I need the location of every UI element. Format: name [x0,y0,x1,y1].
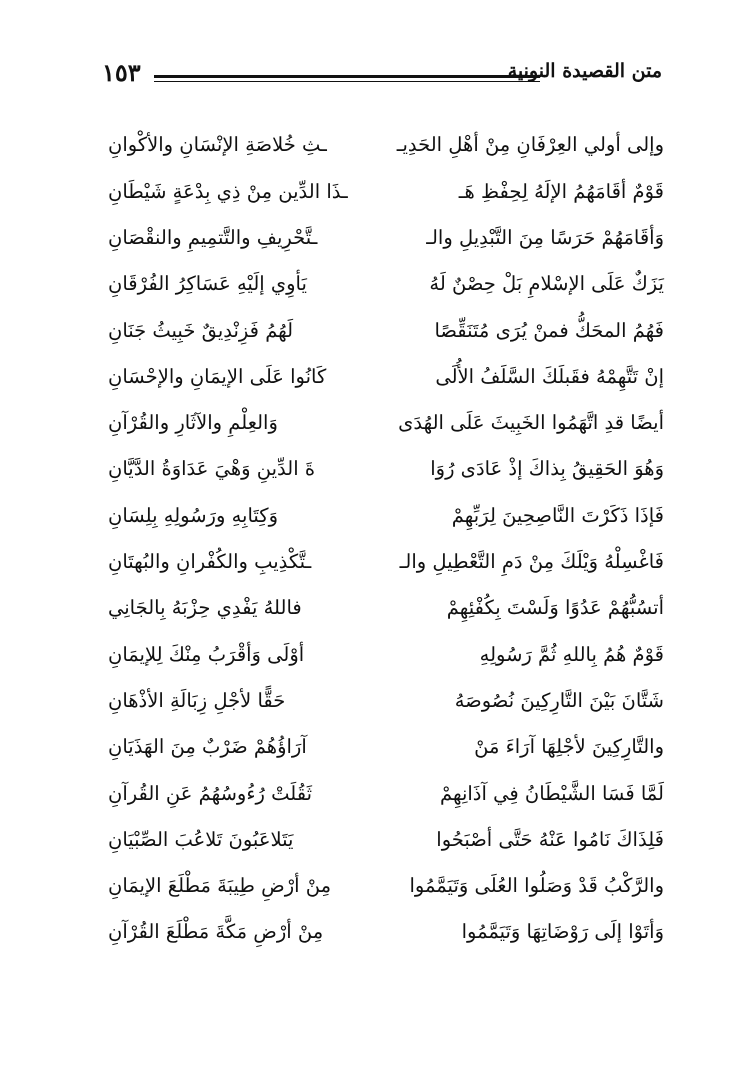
page-header [102,58,662,100]
verse-first-hemistich: قَوْمٌ هُمُ بِاللهِ ثُمَّ رَسُولِهِ [479,642,664,666]
verse-line [108,122,664,168]
verse-first-hemistich: أتسُبُّهُمْ عَدُوًا وَلَسْتَ بِكُفْئِهِمْ [446,596,664,620]
verse-line [108,724,664,770]
verse-line [108,446,664,492]
verse-first-hemistich: شَتَّانَ بَيْنَ التَّارِكِينَ نُصُوصَهُ [454,688,664,712]
verse-line [108,770,664,816]
verse-second-hemistich: آرَاؤُهُمْ ضَرْبٌ مِنَ الهَذَيَانِ [108,735,307,759]
verse-first-hemistich: والرَّكْبُ قَدْ وَصَلُوا العُلَى وَتَيَمَّمُوا [409,874,664,898]
verse-second-hemistich: فاللهُ يَفْدِي حِزْبَهُ بِالجَانِي [108,596,302,620]
verse-second-hemistich: أوْلَى وَأقْرَبُ مِنْكَ لِلإيمَانِ [108,642,305,666]
verse-first-hemistich: قَوْمٌ أقَامَهُمُ الإلَهُ لِحِفْظِ هَـ [458,179,664,203]
verse-line [108,678,664,724]
verse-first-hemistich: فَلِذَاكَ نَامُوا عَنْهُ حَتَّى أصْبَحُوا [436,827,664,851]
verse-first-hemistich: فَهُمُ المحَكُّ فمنْ يُرَى مُتَنَقِّصًا [434,318,664,342]
verse-first-hemistich: يَزَكٌ عَلَى الإسْلامِ بَلْ حِصْنٌ لَهُ [429,272,664,296]
verse-first-hemistich: وَأقَامَهُمْ حَرَسًا مِنَ التَّبْدِيلِ والـ [426,225,664,249]
verse-first-hemistich: وَهُوَ الحَقِيقُ بِذاكَ إذْ عَادَى رُوَا [430,457,664,481]
verse-line [108,585,664,631]
verse-line [108,631,664,677]
verse-first-hemistich: وإلى أولي العِرْفَانِ مِنْ أهْلِ الحَدِيـ [396,133,664,157]
verse-second-hemistich: ـذَا الدِّين مِنْ ذِي بِدْعَةٍ شَيْطَانِ [108,179,348,203]
verse-first-hemistich: إنْ تَتَّهِمْهُ فقَبلَكَ السَّلَفُ الأُلَى [435,364,664,388]
verse-line [108,400,664,446]
verse-first-hemistich: والتَّارِكِينَ لأجْلِهَا آرَاءَ مَنْ [474,735,664,759]
verse-line [108,863,664,909]
verse-second-hemistich: مِنْ أرْضِ مَكَّةَ مَطْلَعَ القُرْآنِ [108,920,324,944]
running-title: متن القصيدة النونية [507,60,662,82]
verse-line [108,307,664,353]
verse-second-hemistich: وَكِتَابِهِ ورَسُولِهِ بِلِسَانِ [108,503,278,527]
verse-second-hemistich: حَقًّا لأجْلِ زِبَالَةِ الأذْهَانِ [108,688,286,712]
verse-line [108,816,664,862]
verse-line [108,492,664,538]
verse-second-hemistich: ـتَّكْذِيبِ والكُفْرانِ والبُهتَانِ [108,550,312,574]
verse-second-hemistich: وَالعِلْمِ والآثَارِ والقُرْآنِ [108,411,278,435]
verse-first-hemistich: أيضًا قدِ اتَّهَمُوا الخَبِيثَ عَلَى الهُدَى [398,411,664,435]
verse-line [108,168,664,214]
verse-second-hemistich: ثَقُلَتْ رُءُوسُهُمُ عَنِ القُرآنِ [108,781,312,805]
header-rule [154,75,540,82]
verse-first-hemistich: لَمَّا فَسَا الشَّيْطَانُ فِي آذَانِهِمْ [440,781,664,805]
verse-second-hemistich: مِنْ أرْضِ طِيبَةَ مَطْلَعَ الإيمَانِ [108,874,332,898]
verse-line [108,353,664,399]
verse-line [108,539,664,585]
verse-first-hemistich: فَاغْسِلْهُ وَيْلَكَ مِنْ دَمِ التَّعْطِيلِ والـ [399,550,664,574]
poem-verses [108,122,664,955]
verse-second-hemistich: كَانُوا عَلَى الإيمَانِ والإحْسَانِ [108,364,327,388]
verse-second-hemistich: لَهُمُ فَزِنْدِيقٌ خَبِيثُ جَنَانِ [108,318,294,342]
page-number: ١٥٣ [102,58,141,87]
verse-line [108,909,664,955]
verse-line [108,215,664,261]
verse-second-hemistich: ةَ الدِّينِ وَهْيَ عَدَاوَةُ الدَّيَّانِ [108,457,316,481]
verse-second-hemistich: يَأوِي إلَيْهِ عَسَاكِرُ الفُرْقَانِ [108,272,307,296]
verse-first-hemistich: فَإذَا ذَكَرْتَ النَّاصِحِينَ لِرَبِّهِمْ [451,503,664,527]
verse-second-hemistich: ـتَّحْرِيفِ والتَّتمِيمِ والنقْصَانِ [108,225,318,249]
verse-second-hemistich: ـثِ خُلاصَةِ الإنْسَانِ والأكْوانِ [108,133,327,157]
verse-second-hemistich: يَتَلاعَبُونَ تَلاعُبَ الصِّبْيَانِ [108,827,294,851]
verse-first-hemistich: وَأتَوْا إلَى رَوْضَاتِهَا وَتَيَمَّمُوا [461,920,664,944]
verse-line [108,261,664,307]
